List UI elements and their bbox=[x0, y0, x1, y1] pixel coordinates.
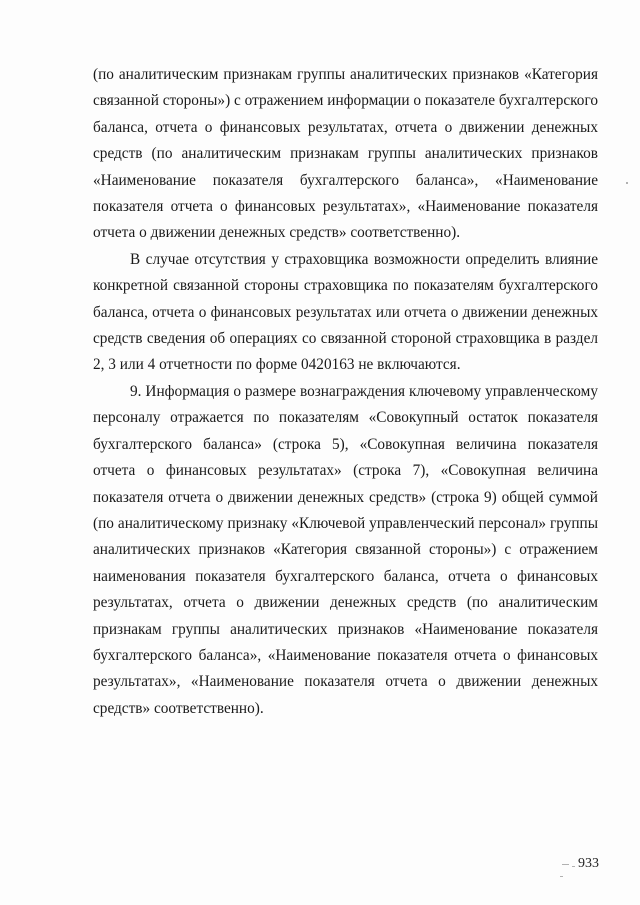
document-body bbox=[93, 62, 598, 722]
paragraph-item-9: 9. Информация о размере вознаграждения ключевому управленческому персоналу отражается по показателям «Совокупный остаток показателя бухгалтерского баланса» (строка 5), «Совокупная величина показателя отчета о финансовых результатах» (строка 7), «Совокупная величина показателя отчета о движении денежных средств» (строка 9) общей суммой (по аналитическому признаку «Ключевой управленческий персонал» группы аналитических признаков «Категория связанной стороны») с отражением наименования показателя бухгалтерского баланса, отчета о финансовых результатах, отчета о движении денежных средств (по аналитическим признакам группы аналитических признаков «Наименование показателя бухгалтерского баланса», «Наименование показателя отчета о финансовых результатах», «Наименование показателя отчета о движении денежных средств» соответственно). bbox=[93, 382, 598, 717]
paragraph-absence-case: В случае отсутствия у страховщика возможности определить влияние конкретной связанной стороны страховщика по показателям бухгалтерского баланса, отчета о финансовых результатах или отчета о движении денежных средств сведения об операциях со связанной стороной страховщика в раздел 2, 3 или 4 отчетности по форме 0420163 не включаются. bbox=[93, 250, 598, 374]
scan-artifact-mark bbox=[562, 864, 569, 865]
scan-artifact-mark bbox=[626, 182, 628, 184]
paragraph-continuation: (по аналитическим признакам группы аналитических признаков «Категория связанной стороны») с отражением информации о показателе бухгалтерского баланса, отчета о финансовых результатах, отчета о движении денежных средств (по аналитическим признакам группы аналитических признаков «Наименование показателя бухгалтерского баланса», «Наименование показателя отчета о финансовых результатах», «Наименование показателя отчета о движении денежных средств» соответственно). bbox=[93, 66, 598, 242]
page-number: 933 bbox=[578, 856, 599, 871]
scan-artifact-mark bbox=[560, 876, 563, 877]
scan-artifact-mark bbox=[572, 866, 575, 867]
